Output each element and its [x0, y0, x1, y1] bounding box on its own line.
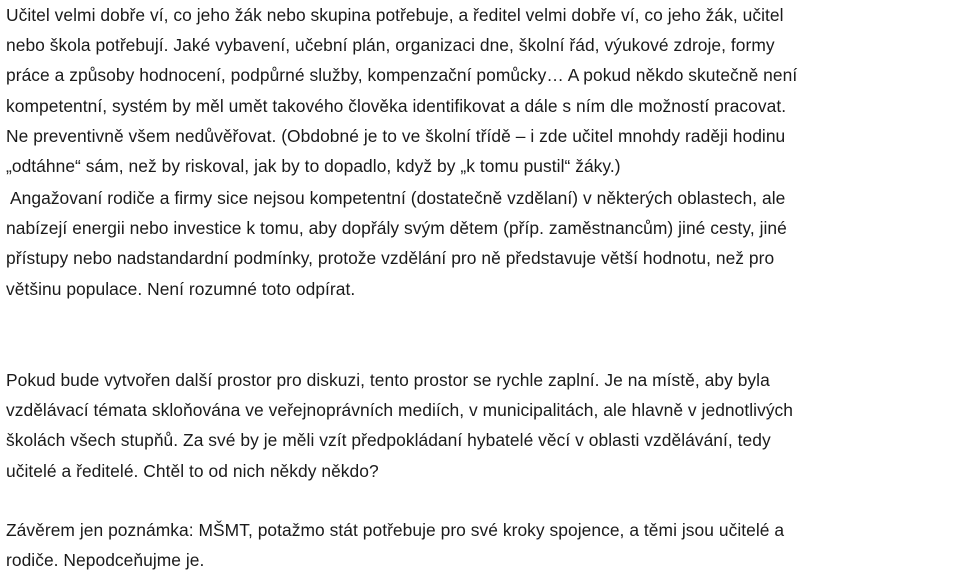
text-line: Angažovaní rodiče a firmy sice nejsou kompetentní (dostatečně vzdělaní) v některých oblastech, ale — [10, 188, 786, 208]
text-line: kompetentní, systém by měl umět takového člověka identifikovat a dále s ním dle možností pracovat. — [6, 95, 787, 116]
text-line: vzdělávací témata skloňována ve veřejnoprávních mediích, v municipalitách, ale hlavně v jednotlivých — [6, 400, 794, 421]
text-line: nabízejí energii nebo investice k tomu, aby dopřály svým dětem (příp. zaměstnancům) jiné cesty, jiné — [6, 218, 787, 239]
text-line: Učitel velmi dobře ví, co jeho žák nebo skupina potřebuje, a ředitel velmi dobře ví, co jeho žák, učitel — [6, 5, 784, 25]
text-line: rodiče. Nepodceňujme je. — [6, 550, 205, 571]
text-line: „odtáhne“ sám, než by riskoval, jak by to dopadlo, když by „k tomu pustil“ žáky.) — [6, 156, 621, 177]
text-line: Závěrem jen poznámka: MŠMT, potažmo stát potřebuje pro své kroky spojence, a těmi jsou učitelé a — [6, 520, 785, 540]
text-line: nebo škola potřebují. Jaké vybavení, učební plán, organizaci dne, školní řád, výukové zdroje, formy — [6, 35, 775, 56]
text-line: přístupy nebo nadstandardní podmínky, protože vzdělání pro ně představuje větší hodnotu, než pro — [6, 248, 775, 269]
paragraph-discussion-space — [6, 365, 956, 486]
paragraph-conclusion — [6, 515, 956, 575]
text-line: většinu populace. Není rozumné toto odpírat. — [6, 278, 356, 299]
text-line: práce a způsoby hodnocení, podpůrné služby, kompenzační pomůcky… A pokud někdo skutečně není — [6, 65, 798, 86]
text-line: Pokud bude vytvořen další prostor pro diskuzi, tento prostor se rychle zaplní. Je na místě, aby byla — [6, 370, 770, 390]
text-line: Ne preventivně všem nedůvěřovat. (Obdobné je to ve školní třídě – i zde učitel mnohdy raději hodinu — [6, 125, 786, 146]
paragraph-parents-firms — [6, 183, 956, 304]
text-line: školách všech stupňů. Za své by je měli vzít předpokládaní hybatelé věcí v oblasti vzdělávání, tedy — [6, 430, 771, 451]
paragraph-teacher-knows — [6, 0, 956, 181]
text-line: učitelé a ředitelé. Chtěl to od nich někdy někdo? — [6, 460, 379, 481]
